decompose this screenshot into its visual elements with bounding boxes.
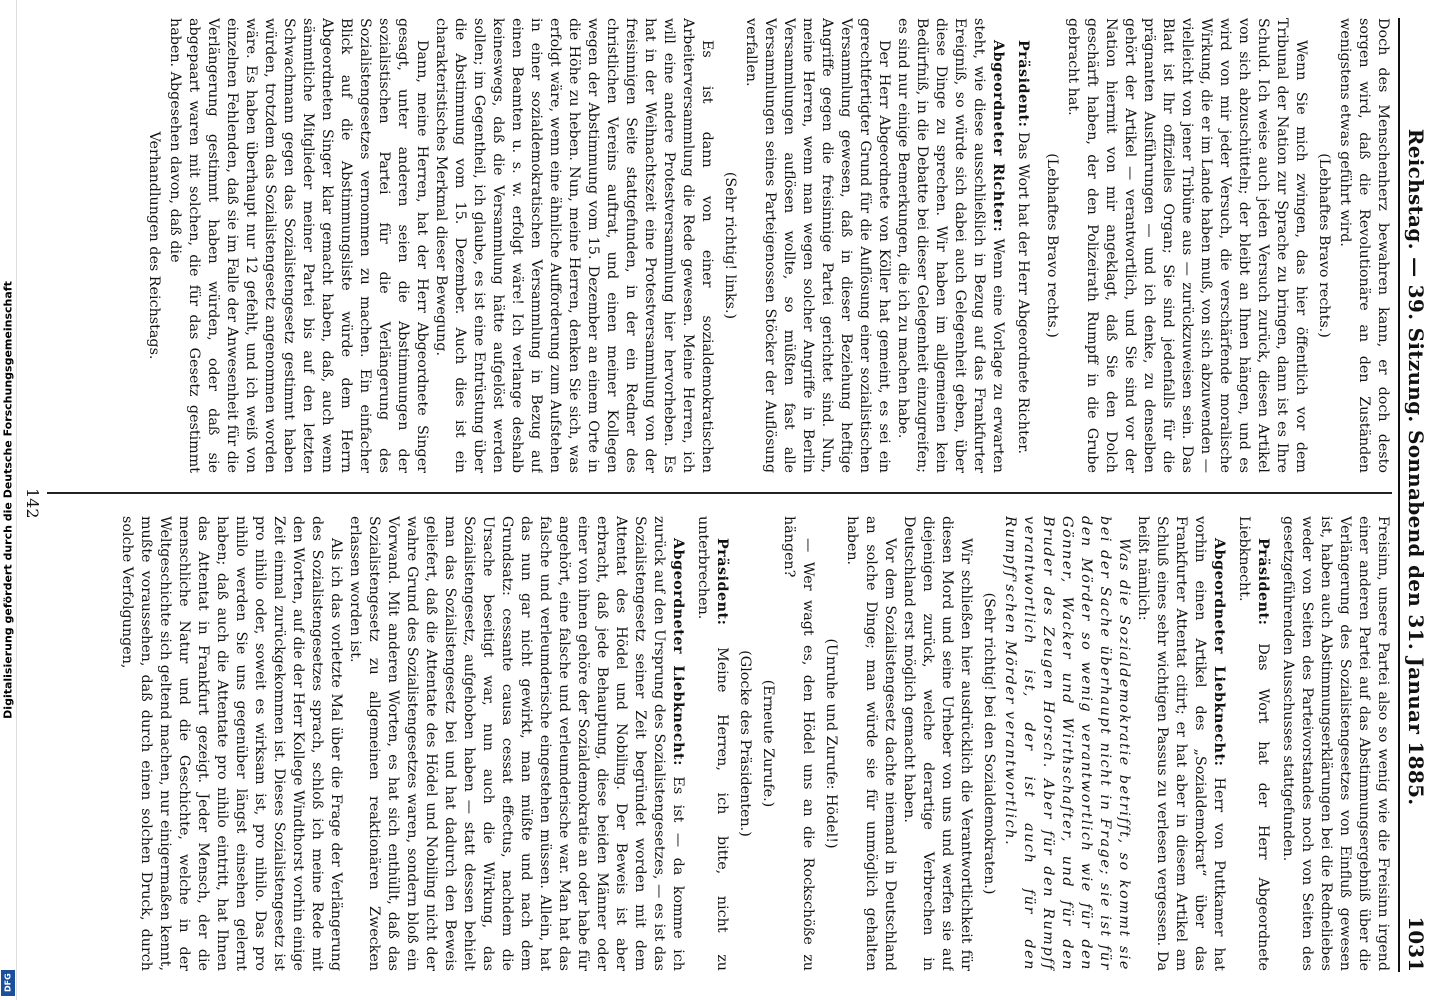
remark: (Sehr richtig! bei den Sozialdemokraten.) — [981, 592, 997, 895]
speaker-paragraph — [893, 18, 1007, 473]
speaker-text: Herr von Puttkamer hat vorhin einen Artikel des „Sozialdemokrat“ über das Frankfurter Attentat citirt; er hat aber in diesem Artikel am Schluß eines sehr wichtigen Passus zu verlesen vergessen. Da heißt nämlich: — [1135, 516, 1227, 971]
speaker-paragraph — [1234, 516, 1272, 971]
paragraph: Der Herr Abgeordnete von Köller hat gemeint, es sei ein gerechtfertigter Grund für die Auflösung einer sozialistischen Versammlung gewesen, daß in dieser Beziehung heftige Angriffe gegen die freisinnige Partei gerichtet sind. Nun, meine Herren, wenn man wegen solcher Angriffe in Berlin Versammlungen auflösen wollte, so müßten fast alle Versammlungen seines Parteigenossen Stöcker der Auflösung verfallen. — [743, 18, 892, 473]
paragraph: Wenn Sie mich zwingen, das hier öffentlich vor dem Tribunal der Nation zur Sprache zu bringen, dann ist es Ihre Schuld. Ich weise auch jeden Versuch zurück, diesen Artikel von sich abzuschütteln; der bleibt an Ihnen hängen, und es wird von mir jeder Versuch, die verschärfende moralische Wirkung, die er im Lande haben muß, von sich abzuwenden — vielleicht von jener Tribüne aus — zurückzuweisen sein. Das Blatt ist Ihr offizielles Organ; Sie sind jedenfalls für die prägnanten Ausführungen — und ich denke, zu denselben gehört der Artikel — verantwortlich, und Sie sind vor der Nation hiermit von mir angeklagt, daß Sie den Dolch geschärft haben, der den Polizeirath Rumpff in die Grube gebracht hat. — [1065, 18, 1309, 473]
remark: (Unruhe und Zurufe: Hödel!) — [823, 638, 839, 849]
paragraph: Als ich das vorletzte Mal über die Frage der Verlängerung des Sozialistengesetzes sprach, schloß ich meine Rede mit den Worten, auf die der Herr Kollege Windthorst vorhin einige Zeit einmal zurückgekommen ist. Dieses Sozialistengesetz ist pro nihilo oder, soweit es wirksam ist, pro nihilo. Das pro nihilo werden Sie uns gegenüber längst einsehen gelernt haben; daß auch die Attentate pro nihilo eintritt, hat Ihnen das Attentat in Frankfurt gezeigt. Jeder Mensch, der die menschliche Natur und die Geschichte, welche in der Weltgeschichte sich geltend machen, nur einigermaßen kennt, mußte voraussehen, daß durch einen solchen Druck, durch solche Verfolgungen, — [119, 516, 344, 971]
page-mark: 142 — [23, 488, 42, 519]
speaker-name: Abgeordneter Liebknecht: — [670, 538, 686, 766]
speaker-name: Präsident: — [1255, 538, 1271, 626]
paragraph: Vor dem Sozialistengesetz dachte niemand in Deutschland an solche Dinge; man würde sie für unmöglich gehalten haben. — [844, 516, 898, 971]
paragraph: Wir schließen hier ausdrücklich die Verantwortlichkeit für diesen Mord und seine Urheber von uns und werfen sie auf diejenigen zurück, welche derartige Verbrechen in Deutschland erst möglich gemacht haben. — [901, 516, 974, 971]
digitization-sidebar — [0, 0, 17, 1000]
speaker-text: Es ist — da komme ich zurück auf den Ursprung des Sozialistengesetzes, — es ist das Sozialistengesetz seiner Zeit begründet worden mit dem Attentat des Hödel und Nobiling. Der Beweis ist aber erbracht, daß jede Behauptung, diese beiden Männer oder einer von ihnen gehöre der Sozialdemokratie an oder habe für angehört, eine falsche und verleumderische war. Man hat das falsche und verleumderische eingestehen müssen. Allein, hat das nun gar nicht gewirkt, man müßte und nach dem Grundsatz: cessante causa cessat effectus, nachdem die Ursache beseitigt war, nun auch die Wirkung, das Sozialistengesetz, aufgehoben haben — statt dessen behielt man das Sozialistengesetz bei und hat dadurch den Beweis geliefert, daß die Attentate des Hödel und Nobiling nicht der wahre Grund des Sozialistengesetzes waren, sondern bloß ein Vorwand. Mit anderen Worten, es hat sich enthüllt, daß das Sozialistengesetz zu allgemeinen reaktionären Zwecken erlassen worden ist. — [347, 516, 686, 971]
footer-caption: Verhandlungen des Reichstags. — [146, 131, 162, 360]
speaker-text: Das Wort hat der Herr Abgeordnete Liebknecht. — [1236, 516, 1271, 971]
speaker-paragraph — [1013, 18, 1032, 473]
speaker-name: Präsident: — [1015, 40, 1031, 128]
speaker-text: Wenn eine Vorlage zu erwarten steht, wie diese ausschließlich in Bezug auf das Frankfurter Ereigniß, so würde sich dabei auch Gelegenheit geben, über diese Dinge zu sprechen. Wir haben im allgemeinen kein Bedürfniß, in die Debatte bei dieser Gelegenheit einzugreifen; es sind nur einige Bemerkungen, die ich zu machen habe. — [895, 18, 1006, 473]
left-column — [47, 18, 1392, 473]
paragraph: Dann, meine Herren, hat der Herr Abgeordnete Singer gesagt, unter anderen seien die Abstimmungen der sozialistischen Partei für die Verlängerung des Sozialistengesetzes vernommen zu machen. Ein einfacher Blick auf die Abstimmungsliste würde dem Herrn Abgeordneten Singer klar gemacht haben, daß, auch wenn sämmtliche Mitglieder meiner Partei bis auf den letzten Schwachmann gegen das Sozialistengesetz gestimmt haben würden, trotzdem das Sozialistengesetz angenommen worden wäre. Es haben überhaupt nur 12 gefehlt, und ich weiß von einzelnen Fehlenden, daß sie im Falle der Anwesenheit für die Verlängerung gestimmt haben würden, oder daß sie abgepaart waren mit solchen, die für das Gesetz gestimmt haben. Abgesehen davon, daß die — [167, 18, 430, 473]
dfg-logo-icon: DFG — [1, 970, 15, 996]
column-divider — [47, 492, 1392, 494]
header-page-number: 1031 — [1404, 916, 1428, 972]
quotation: Was die Sozialdemokratie betrifft, so kommt sie bei der Sache überhaupt nicht in Frage; sie ist für den Mörder so wenig verantwortlich wie für den Gönner, Wacker und Wirthschafter, und für den Bruder des Zeugen Horsch. Aber für den Rumpff verantwortlich ist, der ist auch für den Rumpff'schen Mörder verantwortlich. — [1002, 516, 1132, 971]
speaker-paragraph — [693, 516, 731, 971]
remark: (Erneute Zurufe.) — [760, 679, 776, 808]
speaker-name: Präsident: — [714, 538, 730, 626]
right-column — [47, 516, 1392, 971]
speaker-name: Abgeordneter Liebknecht: — [1211, 538, 1227, 767]
paragraph: Es ist dann von einer sozialdemokratischen Arbeiterversammlung die Rede gewesen. Meine Herren, ich will eine andere Protestversammlung hier hervorheben. Es hat in der Weihnachtszeit eine Protestversammlung von der freisinnigen Seite stattgefunden, in der ein Redner des christlichen Vereins auftrat, und einen meiner Kollegen wegen der Abstimmung vom 15. Dezember an einem Orte in die Höhe zu heben. Nun, meine Herren, denken Sie sich, was erfolgt wäre, wenn eine ähnliche Aufforderung zum Aufstehen in einer sozialdemokratischen Versammlung in Bezug auf einen Beamten u. s. w. erfolgt wäre! Ich verlange deshalb keineswegs, daß die Versammlung hätte aufgelöst werden sollen; im Gegentheil, ich glaube, es ist eine Entrüstung über die Abstimmung vom 15. Dezember. Auch dies ist ein charakteristisches Merkmal dieser Bewegung. — [433, 18, 715, 473]
speaker-paragraph — [1133, 516, 1228, 971]
remark: (Glocke des Präsidenten.) — [737, 650, 753, 837]
remark: (Sehr richtig! links.) — [722, 171, 738, 320]
paragraph: — Wer wagt es, den Hödel uns an die Rockschöße zu hängen? — [781, 516, 816, 971]
speaker-text: Meine Herren, ich bitte, nicht zu unterbrechen. — [695, 516, 730, 971]
digitization-credit: Digitalisierung gefördert durch die Deutsche Forschungsgemeinschaft — [1, 281, 15, 719]
paragraph: Doch des Menschenherz bewahren kann, er doch desto sorgen wird, daß die Revolutionäre an den Zuständen wenigstens etwas geführt wird. — [1337, 18, 1391, 473]
remark: (Lebhaftes Bravo rechts.) — [1316, 153, 1332, 338]
header-rule — [1398, 18, 1400, 972]
header-title: Reichstag. — 39. Sitzung. Sonnabend den 31. Januar 1885. — [1404, 128, 1428, 806]
speaker-paragraph — [345, 516, 687, 971]
speaker-name: Abgeordneter Richter: — [990, 40, 1006, 233]
remark: (Lebhaftes Bravo rechts.) — [1044, 153, 1060, 338]
speaker-text: Das Wort hat der Herr Abgeordnete Richter. — [1015, 131, 1031, 455]
page-header — [1404, 18, 1432, 972]
paragraph: Freisinn, unsere Partei also so wenig wie die Freisinn irgend einer anderen Partei auf das Abstimmungsergebniß über die Verlängerung des Sozialistengesetzes von Einfluß gewesen ist, haben auch Abstimmungserklärungen bei die Redneliebes weder von Seiten des Parteivorstandes noch von Seiten des gesetzgeführenden Ausschusses stattgefunden. — [1280, 516, 1391, 971]
